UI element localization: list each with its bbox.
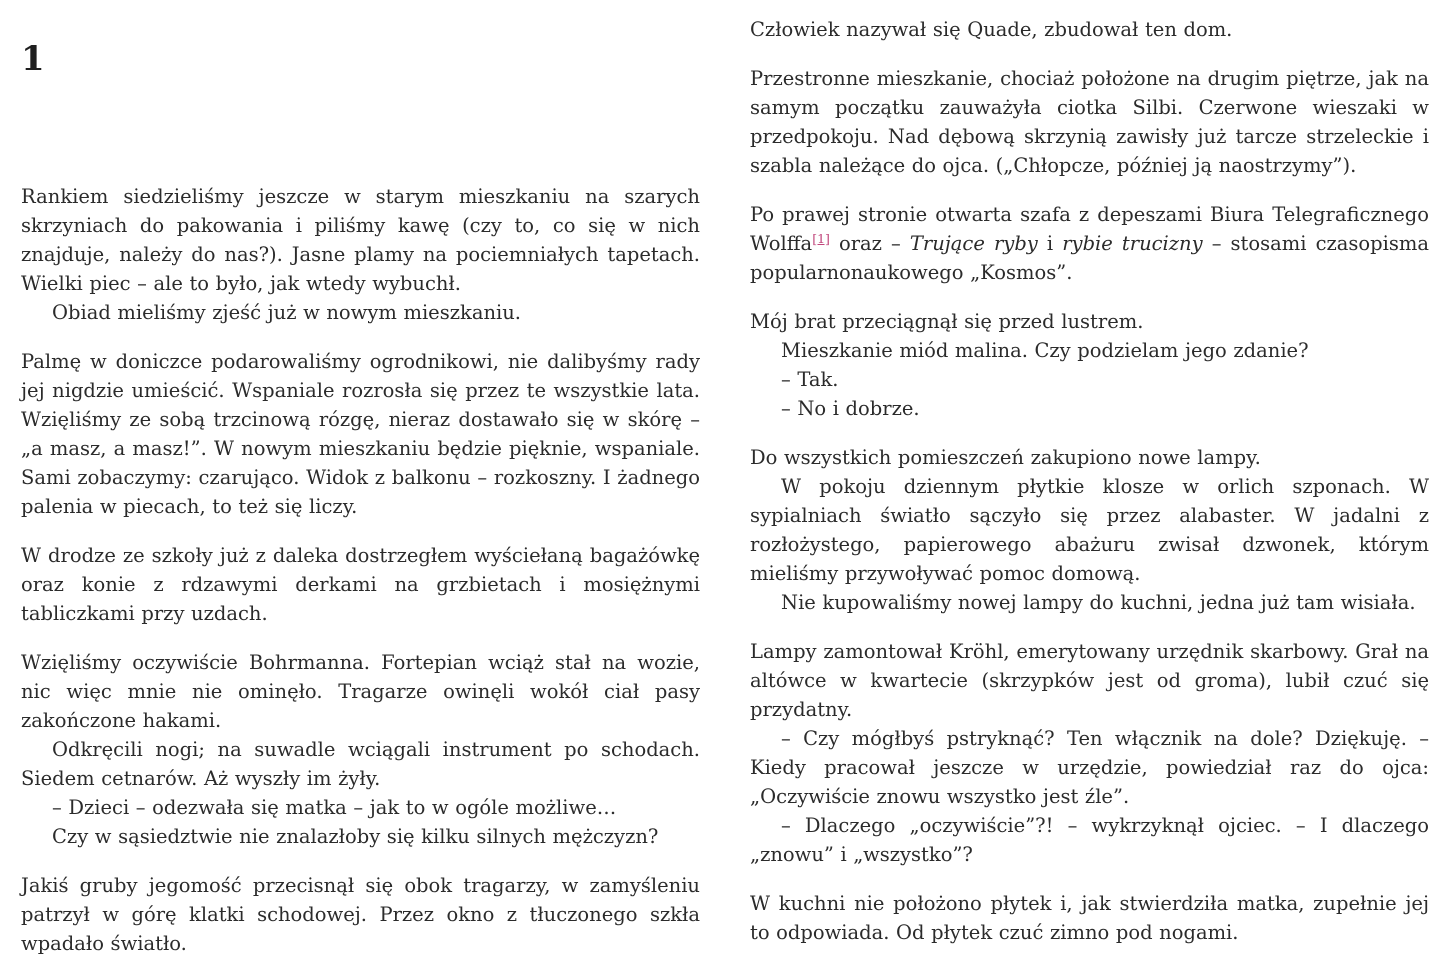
chapter-heading: 1	[21, 39, 45, 79]
paragraph: Mój brat przeciągnął się przed lustrem.	[750, 310, 1144, 333]
paragraph: W pokoju dziennym płytkie klosze w orlich szponach. W sypialniach światło sączyło się przez alabaster. W jadalni z rozłożystego, papierowego abażuru zwisał dzwonek, którym mieliśmy przywoływać pomoc domową.	[750, 475, 1429, 585]
paragraph: Do wszystkich pomieszczeń zakupiono nowe lampy.	[750, 446, 1261, 469]
paragraph: – No i dobrze.	[781, 397, 920, 420]
paragraph: Palmę w doniczce podarowaliśmy ogrodnikowi, nie dalibyśmy rady jej nigdzie umieścić. Wspaniale rozrosła się przez te wszystkie lata. Wzięliśmy ze sobą trzcinową rózgę, nieraz dostawało się w skórę – „a masz, a masz!”. W nowym mieszkaniu będzie pięknie, wspaniale. Sami zobaczymy: czarująco. Widok z balkonu – rozkoszny. I żadnego palenia w piecach, to też się liczy.	[21, 350, 700, 518]
footnote-link[interactable]: [1]	[812, 231, 830, 246]
right-column-text	[750, 15, 1429, 947]
paragraph: – Dlaczego „oczywiście”?! – wykrzyknął ojciec. – I dlaczego „znowu” i „wszystko”?	[750, 814, 1429, 866]
paragraph: Jakiś gruby jegomość przecisnął się obok tragarzy, w zamyśleniu patrzył w górę klatki schodowej. Przez okno z tłuczonego szkła wpadało światło.	[21, 874, 700, 955]
paragraph: Nie kupowaliśmy nowej lampy do kuchni, jedna już tam wisiała.	[781, 591, 1416, 614]
paragraph: Obiad mieliśmy zjeść już w nowym mieszkaniu.	[52, 301, 521, 324]
paragraph: W drodze ze szkoły już z daleka dostrzegłem wyściełaną bagażówkę oraz konie z rdzawymi derkami na grzbietach i mosiężnymi tabliczkami przy uzdach.	[21, 544, 700, 625]
paragraph: W kuchni nie położono płytek i, jak stwierdziła matka, zupełnie jej to odpowiada. Od płytek czuć zimno pod nogami.	[750, 892, 1429, 944]
paragraph: – Czy mógłbyś pstryknąć? Ten włącznik na dole? Dziękuję. – Kiedy pracował jeszcze w urzędzie, powiedział raz do ojca: „Oczywiście znowu wszystko jest źle”.	[750, 727, 1429, 808]
left-column-text	[21, 182, 700, 958]
paragraph: Rankiem siedzieliśmy jeszcze w starym mieszkaniu na szarych skrzyniach do pakowania i piliśmy kawę (czy to, co się w nich znajduje, należy do nas?). Jasne plamy na pociemniałych tapetach. Wielki piec – ale to było, jak wtedy wybuchł.	[21, 185, 700, 295]
paragraph: – Tak.	[781, 368, 839, 391]
text-segment: Po prawej stronie otwarta szafa z depeszami Biura Telegraficznego Wolffa	[750, 203, 1429, 255]
paragraph: Czy w sąsiedztwie nie znalazłoby się kilku silnych mężczyzn?	[52, 825, 659, 848]
paragraph: Mieszkanie miód malina. Czy podzielam jego zdanie?	[781, 339, 1309, 362]
right-column	[750, 0, 1429, 946]
left-column	[21, 0, 700, 955]
paragraph: Człowiek nazywał się Quade, zbudował ten dom.	[750, 18, 1233, 41]
text-segment: – stosami czasopisma popularnonaukowego „Kosmos”.	[750, 232, 1429, 284]
paragraph: – Dzieci – odezwała się matka – jak to w ogóle możliwe…	[52, 796, 617, 819]
italic-title-text: rybie trucizny	[1062, 232, 1203, 255]
paragraph: Lampy zamontował Kröhl, emerytowany urzędnik skarbowy. Grał na altówce w kwartecie (skrzypków jest od groma), lubił czuć się przydatny.	[750, 640, 1429, 721]
italic-title-text: Trujące ryby	[909, 232, 1038, 255]
paragraph: Przestronne mieszkanie, chociaż położone na drugim piętrze, jak na samym początku zauważyła ciotka Silbi. Czerwone wieszaki w przedpokoju. Nad dębową skrzynią zawisły już tarcze strzeleckie i szabla należące do ojca. („Chłopcze, później ją naostrzymy”).	[750, 67, 1429, 177]
text-segment: oraz –	[829, 232, 910, 255]
paragraph	[750, 200, 1429, 287]
text-segment: i	[1037, 232, 1063, 255]
paragraph: Odkręcili nogi; na suwadle wciągali instrument po schodach. Siedem cetnarów. Aż wyszły im żyły.	[21, 738, 700, 790]
paragraph: Wzięliśmy oczywiście Bohrmanna. Fortepian wciąż stał na wozie, nic więc mnie nie ominęło. Tragarze owinęli wokół ciał pasy zakończone hakami.	[21, 651, 700, 732]
